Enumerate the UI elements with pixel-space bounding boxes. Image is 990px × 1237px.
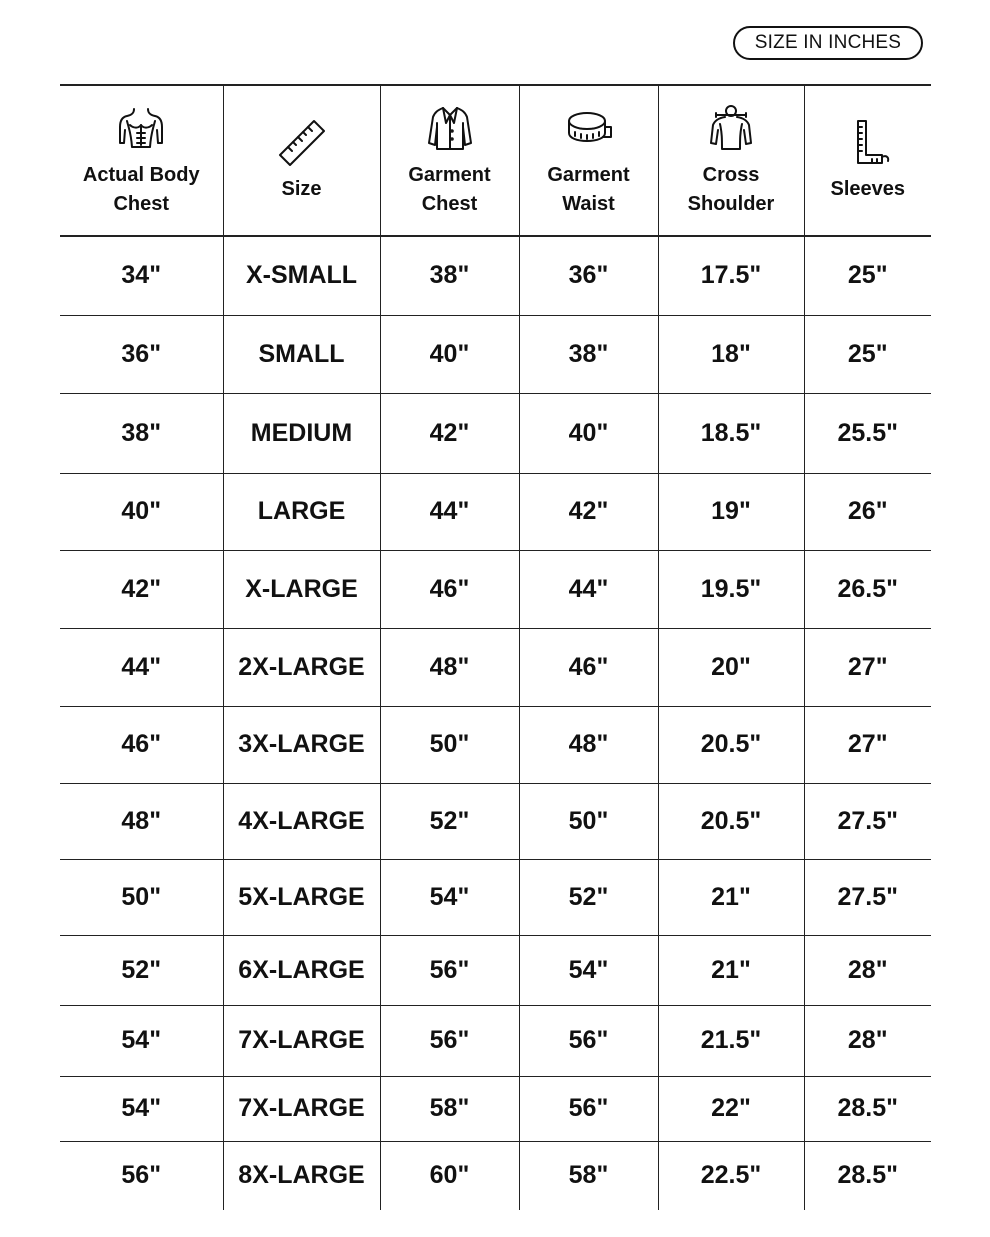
cell-cross-shoulder: 21.5" <box>658 1005 804 1076</box>
header-label: Garment Chest <box>408 163 491 215</box>
header-garment-waist <box>519 85 658 236</box>
cell-garment-chest: 42" <box>380 393 519 473</box>
cell-sleeves: 28.5" <box>804 1141 931 1210</box>
cell-garment-waist: 48" <box>519 706 658 783</box>
cell-size: 8X-LARGE <box>223 1141 380 1210</box>
header-label: Size <box>281 178 322 200</box>
table-row <box>60 393 931 473</box>
cell-size: 7X-LARGE <box>223 1076 380 1141</box>
cell-sleeves: 25.5" <box>804 393 931 473</box>
table-row <box>60 783 931 859</box>
measuring-tape-icon <box>563 103 615 155</box>
table-row <box>60 473 931 550</box>
cell-garment-waist: 54" <box>519 935 658 1005</box>
table-row <box>60 550 931 628</box>
header-actual-body-chest <box>60 85 223 236</box>
table-row <box>60 628 931 706</box>
header-label: Garment Waist <box>547 163 630 215</box>
table-row <box>60 1005 931 1076</box>
header-garment-chest <box>380 85 519 236</box>
cell-garment-chest: 58" <box>380 1076 519 1141</box>
cell-garment-waist: 38" <box>519 315 658 393</box>
cell-actual-body-chest: 40" <box>121 497 162 525</box>
cell-actual-body-chest: 36" <box>121 339 162 368</box>
cell-actual-body-chest: 34" <box>121 261 162 290</box>
cell-sleeves: 27" <box>804 706 931 783</box>
cell-sleeves: 27" <box>804 628 931 706</box>
cell-size: LARGE <box>223 473 380 550</box>
header-label: Sleeves <box>830 178 905 200</box>
cell-sleeves: 25" <box>804 315 931 393</box>
cell-cross-shoulder: 20.5" <box>658 783 804 859</box>
table-row <box>60 935 931 1005</box>
cell-sleeves: 28.5" <box>804 1076 931 1141</box>
cell-actual-body-chest: 54" <box>121 1094 162 1122</box>
cell-size: MEDIUM <box>223 393 380 473</box>
cell-actual-body-chest: 38" <box>121 418 162 447</box>
cell-sleeves: 28" <box>804 1005 931 1076</box>
cell-garment-chest: 56" <box>380 935 519 1005</box>
cell-garment-chest: 46" <box>380 550 519 628</box>
cell-size: 6X-LARGE <box>223 935 380 1005</box>
cell-cross-shoulder: 20.5" <box>658 706 804 783</box>
cell-size: 7X-LARGE <box>223 1005 380 1076</box>
cell-cross-shoulder: 18.5" <box>658 393 804 473</box>
l-ruler-icon <box>842 117 894 169</box>
torso-icon <box>115 103 167 155</box>
cell-actual-body-chest: 54" <box>121 1026 162 1054</box>
cell-garment-waist: 56" <box>519 1076 658 1141</box>
header-row <box>60 85 931 236</box>
cell-size: 5X-LARGE <box>223 859 380 935</box>
size-rows <box>60 236 931 1210</box>
table-row <box>60 706 931 783</box>
cell-garment-waist: 58" <box>519 1141 658 1210</box>
cell-garment-chest: 52" <box>380 783 519 859</box>
table-row <box>60 315 931 393</box>
cell-garment-waist: 50" <box>519 783 658 859</box>
table-row <box>60 1141 931 1210</box>
cell-size: X-SMALL <box>223 236 380 315</box>
cell-sleeves: 26" <box>804 473 931 550</box>
cell-actual-body-chest: 52" <box>121 955 162 984</box>
cell-actual-body-chest: 50" <box>121 882 162 911</box>
header-sleeves <box>804 85 931 236</box>
cell-garment-chest: 56" <box>380 1005 519 1076</box>
size-unit-badge: SIZE IN INCHES <box>733 26 923 60</box>
header-label: Cross Shoulder <box>687 163 775 215</box>
size-chart-table <box>60 84 931 1210</box>
cell-size: 4X-LARGE <box>223 783 380 859</box>
table-row <box>60 859 931 935</box>
header-size <box>223 85 380 236</box>
ruler-icon <box>276 117 328 169</box>
cell-cross-shoulder: 19" <box>658 473 804 550</box>
cell-sleeves: 27.5" <box>804 783 931 859</box>
cell-cross-shoulder: 22" <box>658 1076 804 1141</box>
cell-sleeves: 27.5" <box>804 859 931 935</box>
cell-garment-chest: 48" <box>380 628 519 706</box>
cell-garment-waist: 46" <box>519 628 658 706</box>
cell-actual-body-chest: 48" <box>121 806 162 835</box>
cell-sleeves: 28" <box>804 935 931 1005</box>
table-row <box>60 1076 931 1141</box>
cell-size: X-LARGE <box>223 550 380 628</box>
cell-garment-waist: 56" <box>519 1005 658 1076</box>
cell-cross-shoulder: 21" <box>658 859 804 935</box>
cell-cross-shoulder: 17.5" <box>658 236 804 315</box>
cell-garment-chest: 60" <box>380 1141 519 1210</box>
cell-sleeves: 26.5" <box>804 550 931 628</box>
cell-garment-chest: 38" <box>380 236 519 315</box>
header-cross-shoulder <box>658 85 804 236</box>
cell-cross-shoulder: 22.5" <box>658 1141 804 1210</box>
cell-garment-waist: 44" <box>519 550 658 628</box>
cell-garment-waist: 40" <box>519 393 658 473</box>
cell-garment-waist: 42" <box>519 473 658 550</box>
cell-size: 3X-LARGE <box>223 706 380 783</box>
cell-garment-waist: 52" <box>519 859 658 935</box>
cell-cross-shoulder: 21" <box>658 935 804 1005</box>
cell-garment-chest: 40" <box>380 315 519 393</box>
cell-actual-body-chest: 56" <box>121 1161 162 1190</box>
cell-cross-shoulder: 20" <box>658 628 804 706</box>
cell-actual-body-chest: 44" <box>121 652 162 681</box>
cell-garment-chest: 44" <box>380 473 519 550</box>
jacket-icon <box>424 103 476 155</box>
cell-garment-waist: 36" <box>519 236 658 315</box>
cell-size: 2X-LARGE <box>223 628 380 706</box>
cell-garment-chest: 54" <box>380 859 519 935</box>
cell-actual-body-chest: 42" <box>121 574 162 603</box>
shoulder-icon <box>705 103 757 155</box>
cell-sleeves: 25" <box>804 236 931 315</box>
cell-cross-shoulder: 18" <box>658 315 804 393</box>
cell-actual-body-chest: 46" <box>121 730 162 758</box>
cell-cross-shoulder: 19.5" <box>658 550 804 628</box>
table-row <box>60 236 931 315</box>
cell-garment-chest: 50" <box>380 706 519 783</box>
cell-size: SMALL <box>223 315 380 393</box>
header-label: Actual Body Chest <box>82 163 200 215</box>
